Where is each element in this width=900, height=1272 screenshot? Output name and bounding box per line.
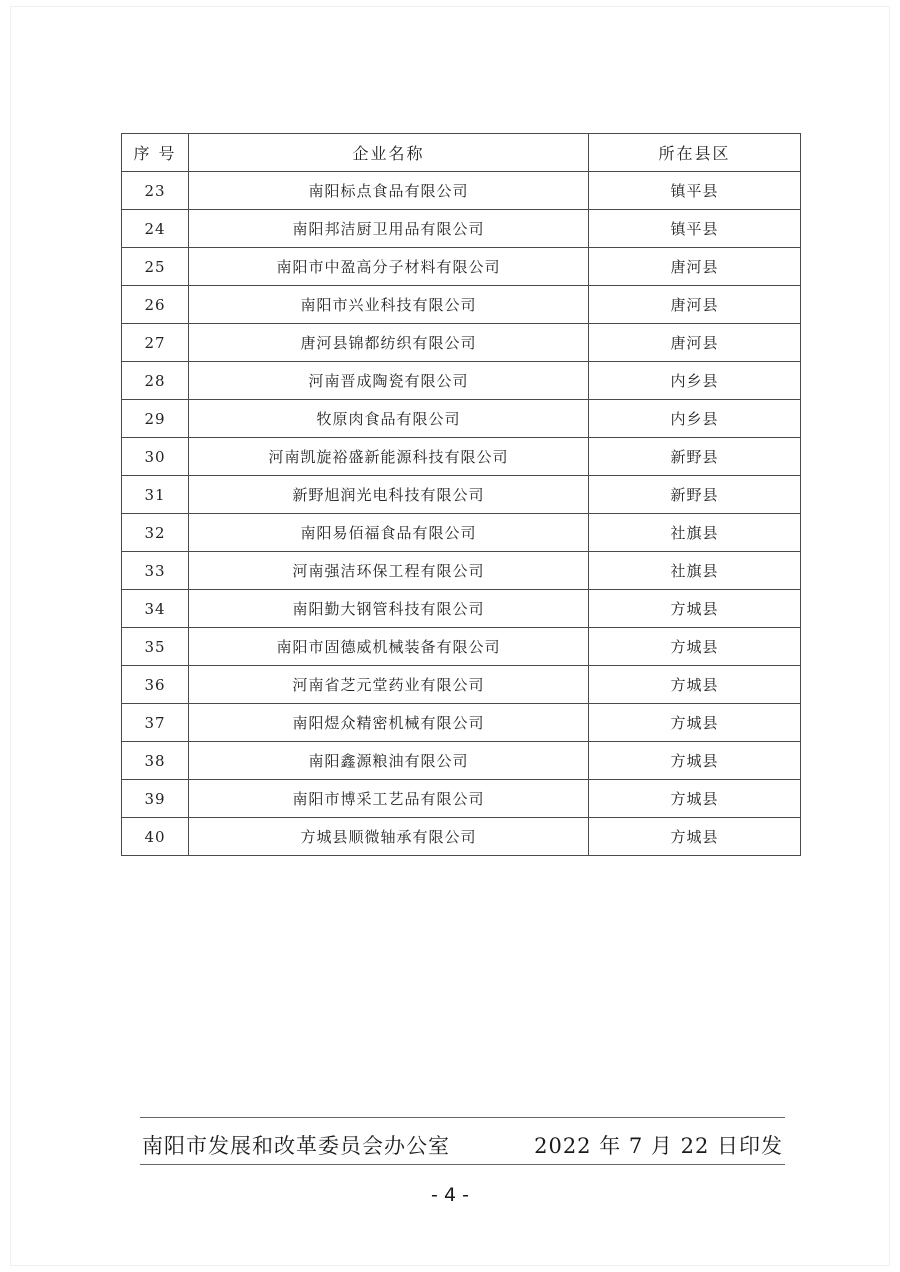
row-name: 河南强洁环保工程有限公司 [189,552,589,590]
row-name: 南阳邦洁厨卫用品有限公司 [189,210,589,248]
row-index: 39 [122,780,189,818]
row-county: 唐河县 [589,286,801,324]
table-row [122,780,801,818]
row-index: 29 [122,400,189,438]
row-index: 32 [122,514,189,552]
table-row [122,400,801,438]
row-county: 镇平县 [589,172,801,210]
row-name: 南阳标点食品有限公司 [189,172,589,210]
enterprise-table [121,133,801,856]
row-county: 社旗县 [589,514,801,552]
row-name: 河南晋成陶瓷有限公司 [189,362,589,400]
table-row [122,552,801,590]
row-county: 唐河县 [589,324,801,362]
row-index: 40 [122,818,189,856]
row-county: 新野县 [589,476,801,514]
footer-divider-bottom [140,1164,785,1165]
page-number: - 4 - [431,1184,469,1206]
row-index: 34 [122,590,189,628]
row-index: 25 [122,248,189,286]
table-row [122,324,801,362]
row-county: 方城县 [589,704,801,742]
row-county: 方城县 [589,780,801,818]
row-name: 牧原肉食品有限公司 [189,400,589,438]
table-row [122,818,801,856]
row-index: 26 [122,286,189,324]
table-row [122,742,801,780]
row-name: 南阳煜众精密机械有限公司 [189,704,589,742]
row-index: 37 [122,704,189,742]
row-name: 南阳勤大钢管科技有限公司 [189,590,589,628]
table-row [122,476,801,514]
header-county: 所在县区 [589,134,801,172]
row-county: 方城县 [589,590,801,628]
row-name: 方城县顺微轴承有限公司 [189,818,589,856]
row-name: 南阳市固德威机械装备有限公司 [189,628,589,666]
row-name: 南阳市博采工艺品有限公司 [189,780,589,818]
row-county: 方城县 [589,818,801,856]
row-county: 内乡县 [589,400,801,438]
row-index: 36 [122,666,189,704]
row-county: 新野县 [589,438,801,476]
row-name: 南阳市中盈高分子材料有限公司 [189,248,589,286]
table-row [122,286,801,324]
row-county: 方城县 [589,666,801,704]
row-name: 河南凯旋裕盛新能源科技有限公司 [189,438,589,476]
row-name: 南阳市兴业科技有限公司 [189,286,589,324]
header-index: 序 号 [122,134,189,172]
table-row [122,362,801,400]
row-name: 新野旭润光电科技有限公司 [189,476,589,514]
table-row [122,438,801,476]
row-index: 31 [122,476,189,514]
table-row [122,248,801,286]
row-index: 30 [122,438,189,476]
table-header-row [122,134,801,172]
table-row [122,666,801,704]
table-row [122,704,801,742]
header-name: 企业名称 [189,134,589,172]
row-county: 方城县 [589,742,801,780]
row-county: 内乡县 [589,362,801,400]
row-county: 镇平县 [589,210,801,248]
row-index: 24 [122,210,189,248]
row-index: 38 [122,742,189,780]
row-index: 27 [122,324,189,362]
table-row [122,514,801,552]
row-county: 唐河县 [589,248,801,286]
footer-divider-top [140,1117,785,1118]
table-row [122,172,801,210]
row-name: 河南省芝元堂药业有限公司 [189,666,589,704]
row-county: 社旗县 [589,552,801,590]
row-name: 南阳易佰福食品有限公司 [189,514,589,552]
row-index: 28 [122,362,189,400]
table-row [122,210,801,248]
row-index: 23 [122,172,189,210]
footer-issue-date: 2022 年 7 月 22 日印发 [534,1134,783,1158]
footer-organization: 南阳市发展和改革委员会办公室 [142,1134,450,1158]
table-row [122,590,801,628]
table-row [122,628,801,666]
row-name: 南阳鑫源粮油有限公司 [189,742,589,780]
row-county: 方城县 [589,628,801,666]
row-index: 33 [122,552,189,590]
row-name: 唐河县锦都纺织有限公司 [189,324,589,362]
row-index: 35 [122,628,189,666]
